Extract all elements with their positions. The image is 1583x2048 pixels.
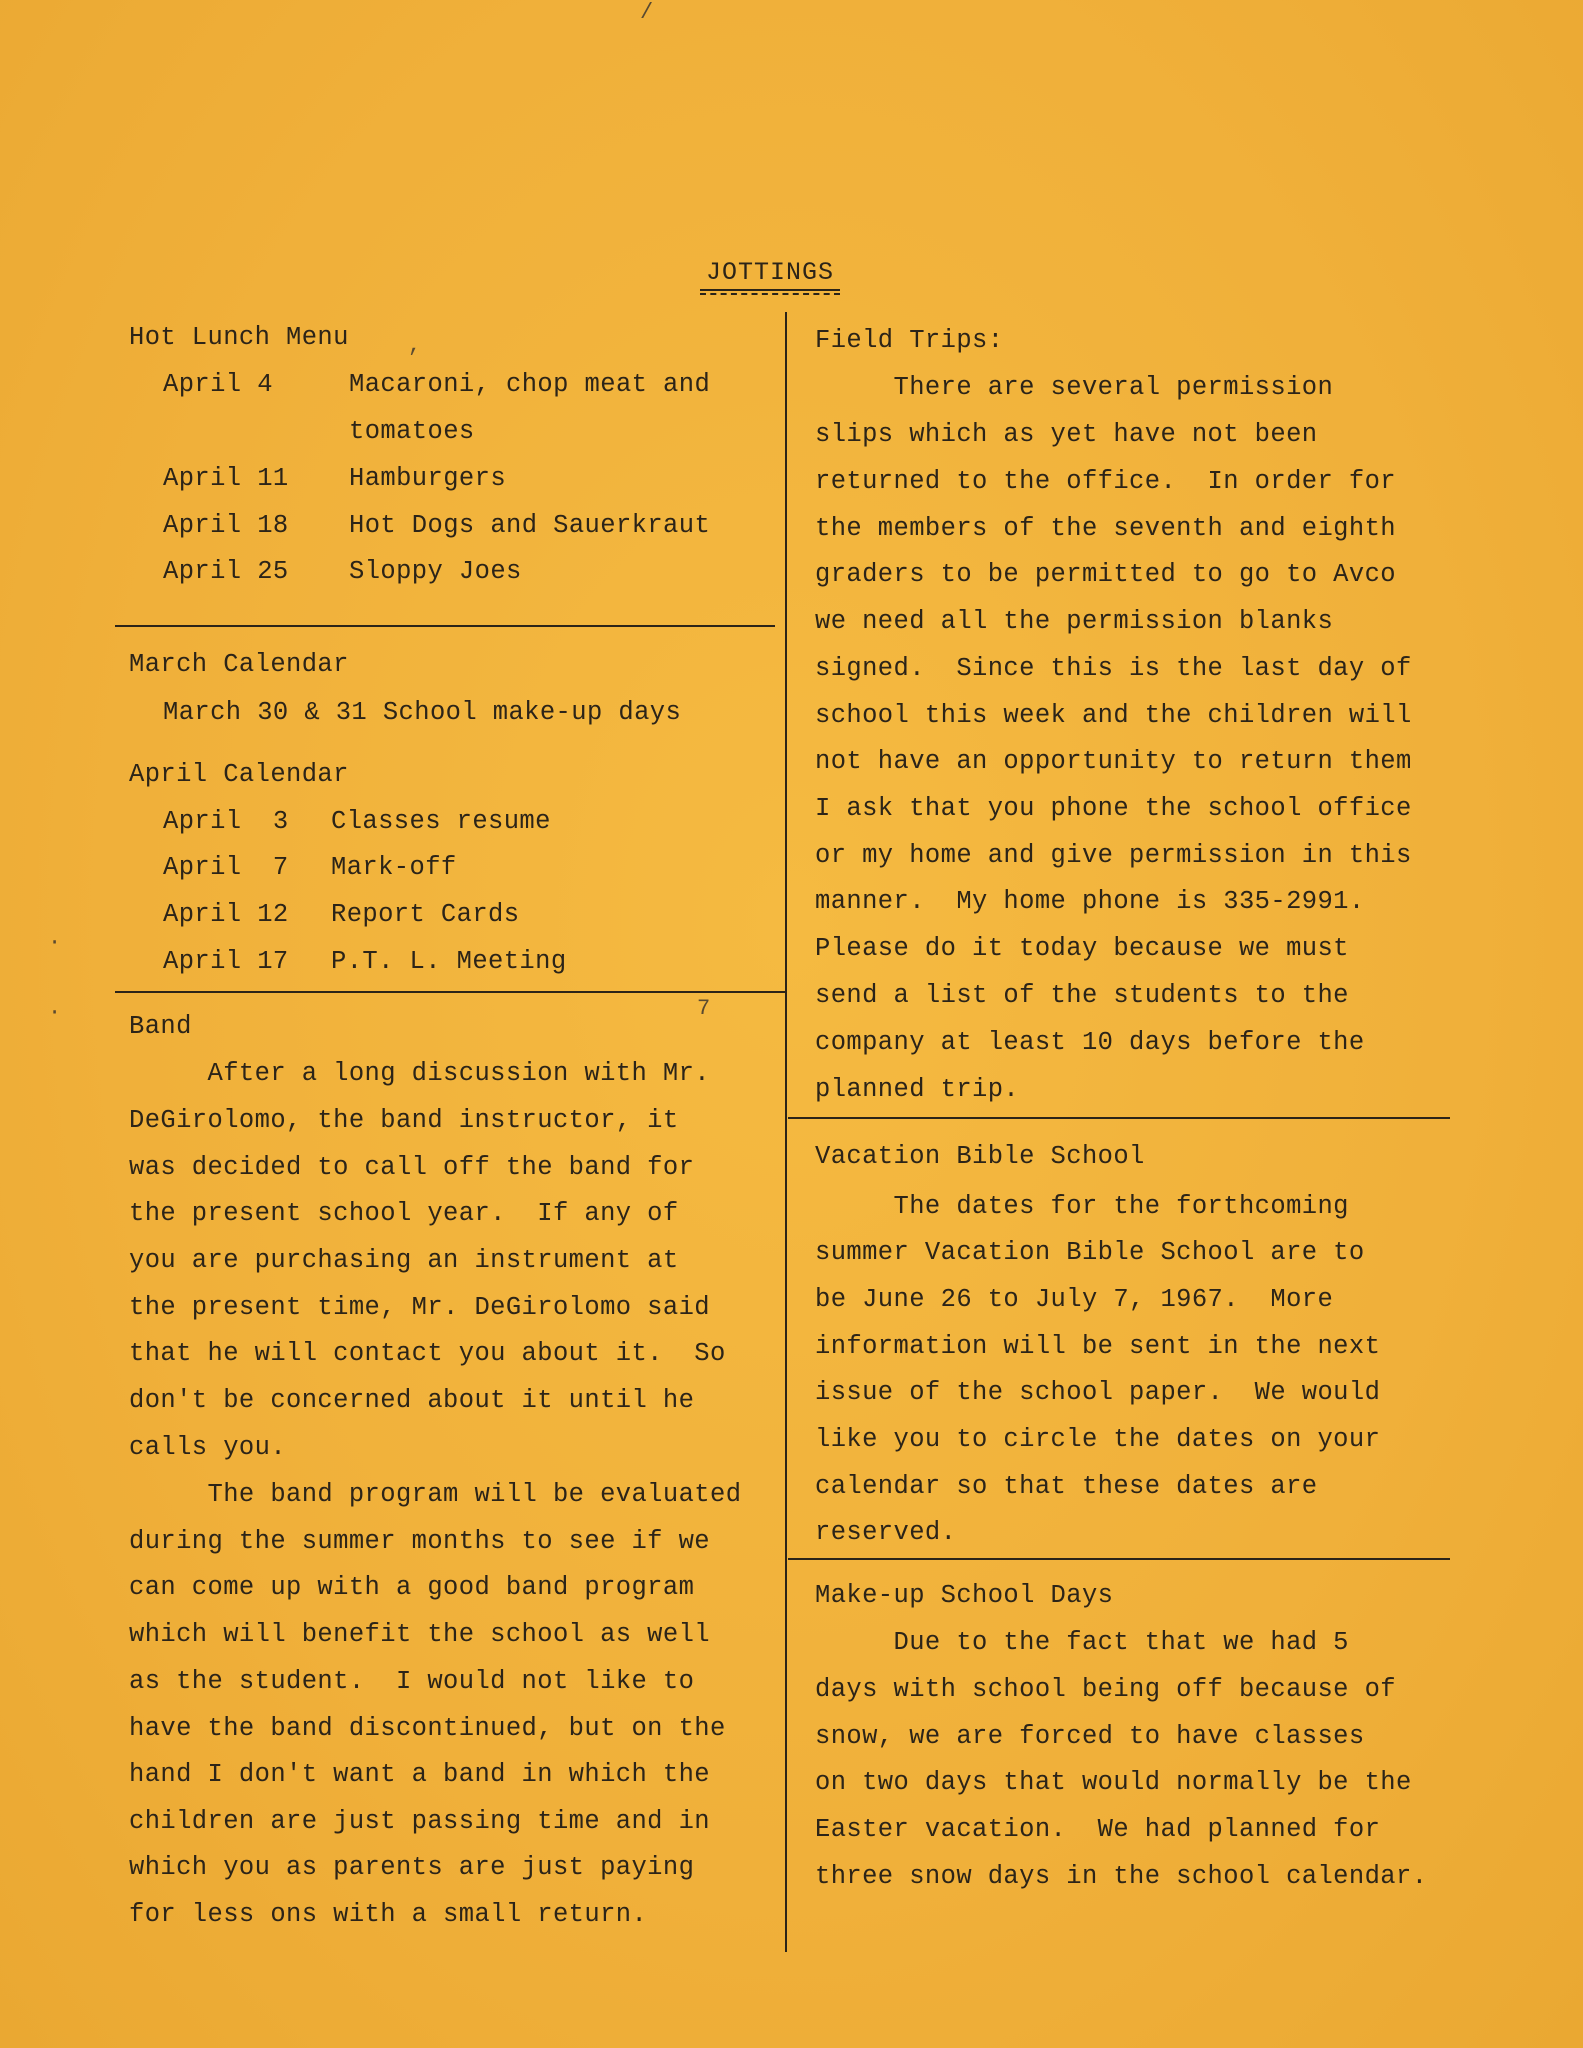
- paragraph-line: which will benefit the school as well: [129, 1620, 710, 1649]
- paragraph-line: issue of the school paper. We would: [815, 1378, 1381, 1407]
- paragraph-line: After a long discussion with Mr.: [129, 1059, 710, 1088]
- menu-item: tomatoes: [349, 417, 475, 446]
- calendar-event: Classes resume: [331, 807, 551, 836]
- menu-item: Sloppy Joes: [349, 557, 522, 586]
- stray-mark: /: [640, 0, 654, 25]
- calendar-event: Mark-off: [331, 853, 457, 882]
- makeup-heading: Make-up School Days: [815, 1581, 1114, 1610]
- calendar-date: April 17: [163, 947, 289, 976]
- paragraph-line: was decided to call off the band for: [129, 1153, 695, 1182]
- paragraph-line: The band program will be evaluated: [129, 1480, 742, 1509]
- paragraph-line: not have an opportunity to return them: [815, 747, 1412, 776]
- paragraph-line: the members of the seventh and eighth: [815, 514, 1396, 543]
- calendar-date: April 12: [163, 900, 289, 929]
- paragraph-line: reserved.: [815, 1518, 957, 1547]
- paragraph-line: don't be concerned about it until he: [129, 1386, 695, 1415]
- paragraph-line: company at least 10 days before the: [815, 1028, 1365, 1057]
- paragraph-line: we need all the permission blanks: [815, 607, 1334, 636]
- calendar-date: April 7: [163, 853, 289, 882]
- section-divider: [788, 1117, 1450, 1119]
- paragraph-line: as the student. I would not like to: [129, 1667, 695, 1696]
- vbs-heading: Vacation Bible School: [815, 1142, 1145, 1171]
- paragraph-line: like you to circle the dates on your: [815, 1425, 1381, 1454]
- menu-date: April 4: [163, 370, 273, 399]
- hot-lunch-heading: Hot Lunch Menu: [129, 323, 349, 352]
- paragraph-line: slips which as yet have not been: [815, 420, 1318, 449]
- field-trips-heading: Field Trips:: [815, 326, 1004, 355]
- paragraph-line: signed. Since this is the last day of: [815, 654, 1412, 683]
- menu-item: Macaroni, chop meat and: [349, 370, 711, 399]
- paragraph-line: returned to the office. In order for: [815, 467, 1396, 496]
- menu-date: April 18: [163, 511, 289, 540]
- march-calendar-heading: March Calendar: [129, 650, 349, 679]
- page-title: JOTTINGS: [700, 258, 840, 291]
- section-divider: [788, 1558, 1450, 1560]
- stray-mark: 7: [697, 996, 711, 1021]
- calendar-event: P.T. L. Meeting: [331, 947, 567, 976]
- paragraph-line: on two days that would normally be the: [815, 1768, 1412, 1797]
- paragraph-line: snow, we are forced to have classes: [815, 1722, 1365, 1751]
- paragraph-line: can come up with a good band program: [129, 1573, 695, 1602]
- paragraph-line: days with school being off because of: [815, 1675, 1396, 1704]
- paragraph-line: hand I don't want a band in which the: [129, 1760, 710, 1789]
- stray-mark: ,: [408, 333, 422, 358]
- section-divider: [115, 991, 785, 993]
- paragraph-line: school this week and the children will: [815, 701, 1412, 730]
- paragraph-line: I ask that you phone the school office: [815, 794, 1412, 823]
- paragraph-line: you are purchasing an instrument at: [129, 1246, 679, 1275]
- paragraph-line: summer Vacation Bible School are to: [815, 1238, 1365, 1267]
- paragraph-line: three snow days in the school calendar.: [815, 1862, 1428, 1891]
- menu-item: Hot Dogs and Sauerkraut: [349, 511, 711, 540]
- paragraph-line: DeGirolomo, the band instructor, it: [129, 1106, 679, 1135]
- paragraph-line: graders to be permitted to go to Avco: [815, 560, 1396, 589]
- menu-date: April 25: [163, 557, 289, 586]
- march-calendar-line: March 30 & 31 School make-up days: [163, 698, 682, 727]
- menu-item: Hamburgers: [349, 464, 507, 493]
- april-calendar-heading: April Calendar: [129, 760, 349, 789]
- menu-date: April 11: [163, 464, 289, 493]
- paragraph-line: for less ons with a small return.: [129, 1900, 648, 1929]
- paragraph-line: during the summer months to see if we: [129, 1527, 710, 1556]
- paragraph-line: the present school year. If any of: [129, 1199, 679, 1228]
- paragraph-line: There are several permission: [815, 373, 1334, 402]
- paragraph-line: manner. My home phone is 335-2991.: [815, 887, 1365, 916]
- paragraph-line: be June 26 to July 7, 1967. More: [815, 1285, 1334, 1314]
- paragraph-line: The dates for the forthcoming: [815, 1192, 1349, 1221]
- paragraph-line: Please do it today because we must: [815, 934, 1349, 963]
- stray-mark: ·: [48, 930, 62, 955]
- paragraph-line: information will be sent in the next: [815, 1332, 1381, 1361]
- paragraph-line: planned trip.: [815, 1075, 1020, 1104]
- column-divider: [785, 312, 787, 1952]
- calendar-event: Report Cards: [331, 900, 520, 929]
- section-divider: [115, 625, 775, 627]
- paragraph-line: calls you.: [129, 1433, 287, 1462]
- paragraph-line: children are just passing time and in: [129, 1807, 710, 1836]
- band-heading: Band: [129, 1012, 192, 1041]
- stray-mark: ·: [48, 1000, 62, 1025]
- paragraph-line: calendar so that these dates are: [815, 1472, 1318, 1501]
- paragraph-line: have the band discontinued, but on the: [129, 1714, 726, 1743]
- paragraph-line: that he will contact you about it. So: [129, 1339, 726, 1368]
- paragraph-line: which you as parents are just paying: [129, 1853, 695, 1882]
- calendar-date: April 3: [163, 807, 289, 836]
- title-double-underline: [700, 293, 840, 295]
- paragraph-line: send a list of the students to the: [815, 981, 1349, 1010]
- paragraph-line: the present time, Mr. DeGirolomo said: [129, 1293, 710, 1322]
- paragraph-line: or my home and give permission in this: [815, 841, 1412, 870]
- paragraph-line: Easter vacation. We had planned for: [815, 1815, 1381, 1844]
- paragraph-line: Due to the fact that we had 5: [815, 1628, 1349, 1657]
